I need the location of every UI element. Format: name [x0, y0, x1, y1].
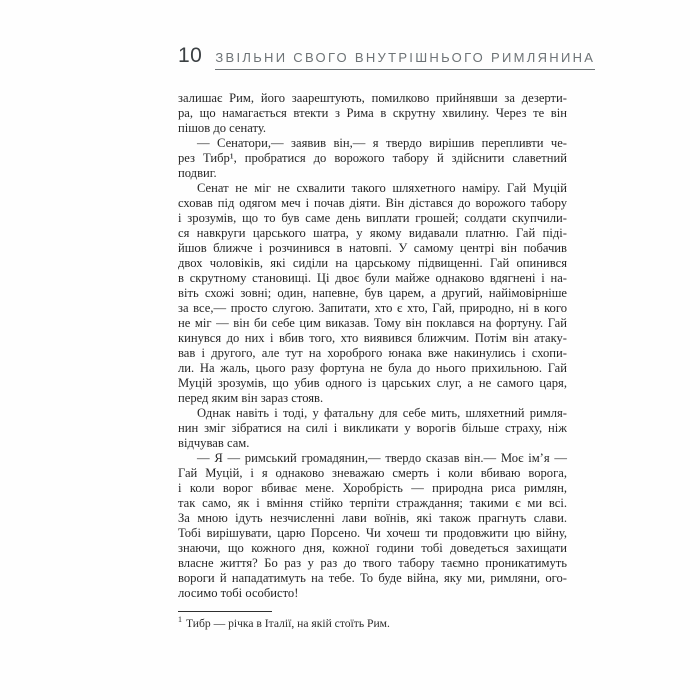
page-number: 10 — [178, 44, 203, 67]
text-line: подвиг. — [178, 166, 217, 180]
text-line: в скрутному становищі. Ці двоє були майже однаково вдягнені і на- — [178, 271, 567, 285]
paragraph — [178, 406, 567, 451]
footnote-text: Тибр — річка в Італії, на якій стоїть Рим. — [186, 617, 390, 630]
text-line: кинувся до них і вбив того, хто виявився ближчим. Потім він атаку- — [178, 331, 567, 345]
text-line: Гай Муцій, і я однаково зневажаю смерть і коли вбиваю ворога, — [178, 466, 567, 480]
text-line: сховав під одягом меч і почав діяти. Він дістався до ворожого табору — [178, 196, 567, 210]
text-line: Однак навіть і тоді, у фатальну для себе мить, шляхетний римля- — [197, 406, 567, 420]
paragraph — [178, 451, 567, 601]
text-line: ли. На жаль, цього разу фортуна не була до нього прихильною. Гай — [178, 361, 567, 375]
text-line: двох чоловіків, які сиділи на царському підвищенні. Гай опинився — [178, 256, 567, 270]
footnote-rule — [178, 611, 272, 612]
text-line: перед яким він зараз стояв. — [178, 391, 324, 405]
text-line: і зрозумів, що то був саме день виплати грошей; солдати скупчили- — [178, 211, 567, 225]
text-line: пішов до сенату. — [178, 121, 267, 135]
footnote — [178, 611, 567, 631]
footnote-marker: 1 — [178, 615, 182, 625]
text-line: за все,— просто слугою. Запитати, хто є хто, Гай, природно, ні в кого — [178, 301, 567, 315]
text-line: Тобі вирішувати, царю Порсено. Чи хочеш ти продовжити цю війну, — [178, 526, 567, 540]
text-line: так само, як і вміння стійко терпіти страждання; такими є ми всі. — [178, 496, 567, 510]
text-line: йшов ближче і розчинився в натовпі. У самому центрі він побачив — [178, 241, 567, 255]
footnote-line — [178, 617, 567, 631]
page-header — [178, 44, 596, 70]
running-title: ЗВІЛЬНИ СВОГО ВНУТРІШНЬОГО РИМЛЯНИНА — [215, 51, 595, 70]
body-text — [178, 91, 567, 601]
text-line: — Сенатори,— заявив він,— я твердо вирішив перепливти че- — [197, 136, 567, 150]
text-line: Сенат не міг не схвалити такого шляхетного наміру. Гай Муцій — [197, 181, 567, 195]
text-line: вороги й нападатимуть на тебе. То буде війна, яку ми, римляни, ого- — [178, 571, 567, 585]
text-line: ра, що намагається втекти з Рима в скрутну хвилину. Через те він — [178, 106, 567, 120]
text-line: За мною ідуть незчисленні лави воїнів, які також прагнуть слави. — [178, 511, 567, 525]
text-line: не міг — він би себе цим виказав. Тому він поклався на фортуну. Гай — [178, 316, 567, 330]
paragraph — [178, 91, 567, 136]
text-line: вав і другого, але тут на хороброго юнака вже накинулись і схопи- — [178, 346, 567, 360]
text-line: віть схожі зовні; один, напевне, був царем, а другий, найімовірніше — [178, 286, 567, 300]
text-line: відчував сам. — [178, 436, 250, 450]
paragraph — [178, 181, 567, 406]
text-line: і коли ворог вбиває мене. Хоробрість — природна риса римлян, — [178, 481, 567, 495]
paragraph — [178, 136, 567, 181]
text-line: ся навкруги царського шатра, у якому видавали платню. Гай піді- — [178, 226, 567, 240]
text-line: Муцій зрозумів, що убив одного із царських слуг, а не самого царя, — [178, 376, 567, 390]
text-line: лосимо тобі особисто! — [178, 586, 299, 600]
text-line: рез Тибр¹, пробратися до ворожого табору й здійснити славетний — [178, 151, 567, 165]
text-line: власне життя? Бо раз у раз до твого табору таємно проникатимуть — [178, 556, 567, 570]
text-line: нин зміг зібратися на силі і викликати у ворогів більше страху, ніж — [178, 421, 567, 435]
text-line: знаючи, що кожного дня, кожної години тобі доведеться захищати — [178, 541, 567, 555]
text-line: — Я — римський громадянин,— твердо сказав він.— Моє ім’я — — [197, 451, 567, 465]
text-line: залишає Рим, його заарештують, помилково прийнявши за дезерти- — [178, 91, 567, 105]
